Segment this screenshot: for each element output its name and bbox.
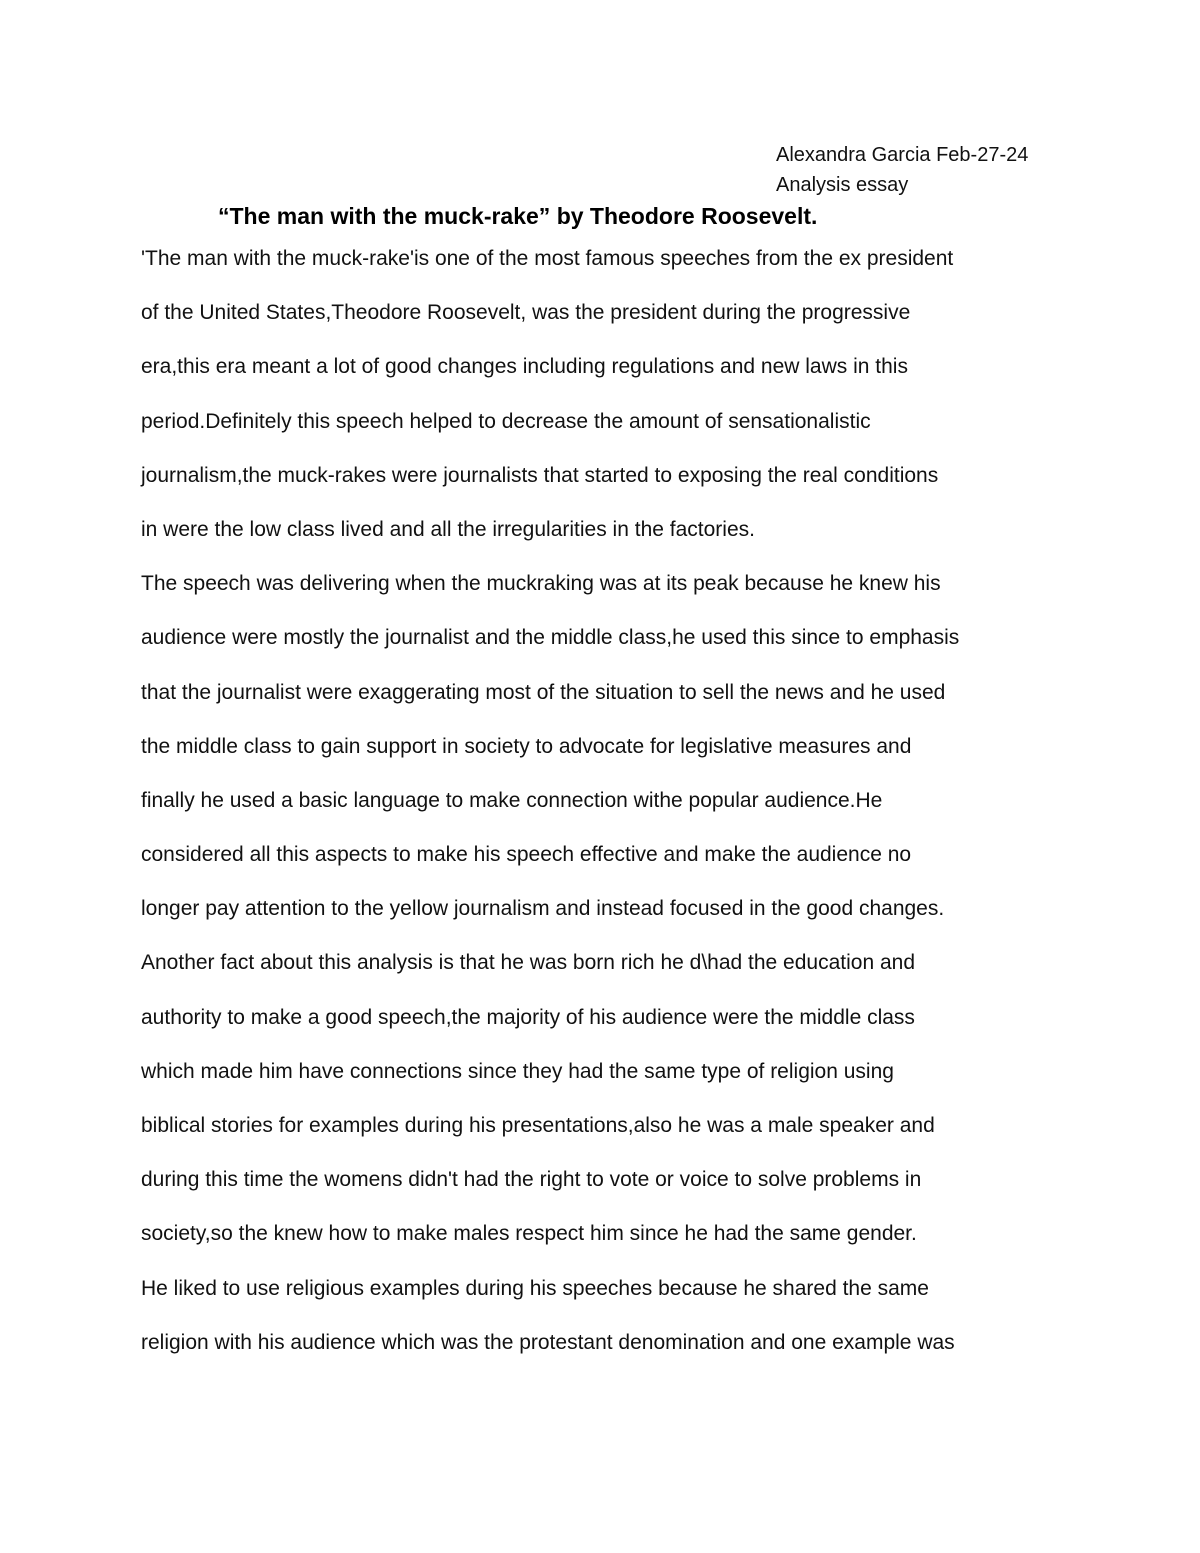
text-line: He liked to use religious examples during his speeches because he shared the same [141, 1276, 929, 1300]
text-line: audience were mostly the journalist and the middle class,he used this since to emphasis [141, 626, 960, 650]
document-header [776, 140, 1028, 200]
text-line: which made him have connections since they had the same type of religion using [141, 1059, 894, 1083]
text-line: society,so the knew how to make males respect him since he had the same gender. [141, 1222, 917, 1246]
author-date-line: Alexandra Garcia Feb-27-24 [776, 144, 1029, 166]
text-line: considered all this aspects to make his speech effective and make the audience no [141, 843, 912, 867]
text-line: journalism,the muck-rakes were journalists that started to exposing the real conditions [141, 463, 939, 487]
essay-body [141, 232, 1101, 1370]
text-line: the middle class to gain support in society to advocate for legislative measures and [141, 734, 912, 758]
text-line: 'The man with the muck-rake'is one of the most famous speeches from the ex president [141, 247, 954, 270]
text-line: era,this era meant a lot of good changes including regulations and new laws in this [141, 355, 908, 379]
document-type-line: Analysis essay [776, 174, 909, 196]
text-line: of the United States,Theodore Roosevelt, was the president during the progressive [141, 301, 911, 325]
text-line: finally he used a basic language to make connection withe popular audience.He [141, 788, 883, 812]
text-line: The speech was delivering when the muckraking was at its peak because he knew his [141, 572, 941, 596]
text-line: that the journalist were exaggerating most of the situation to sell the news and he used [141, 680, 946, 704]
text-line: period.Definitely this speech helped to decrease the amount of sensationalistic [141, 409, 871, 433]
text-line: in were the low class lived and all the irregularities in the factories. [141, 517, 755, 541]
text-line: longer pay attention to the yellow journalism and instead focused in the good changes. [141, 897, 945, 921]
text-line: during this time the womens didn't had the right to vote or voice to solve problems in [141, 1168, 922, 1192]
text-line: religion with his audience which was the protestant denomination and one example was [141, 1330, 955, 1354]
text-line: authority to make a good speech,the majority of his audience were the middle class [141, 1005, 915, 1029]
text-line: biblical stories for examples during his presentations,also he was a male speaker and [141, 1114, 935, 1137]
text-line: Another fact about this analysis is that he was born rich he d\had the education and [141, 951, 915, 975]
essay-title: “The man with the muck-rake” by Theodore Roosevelt. [218, 203, 818, 229]
